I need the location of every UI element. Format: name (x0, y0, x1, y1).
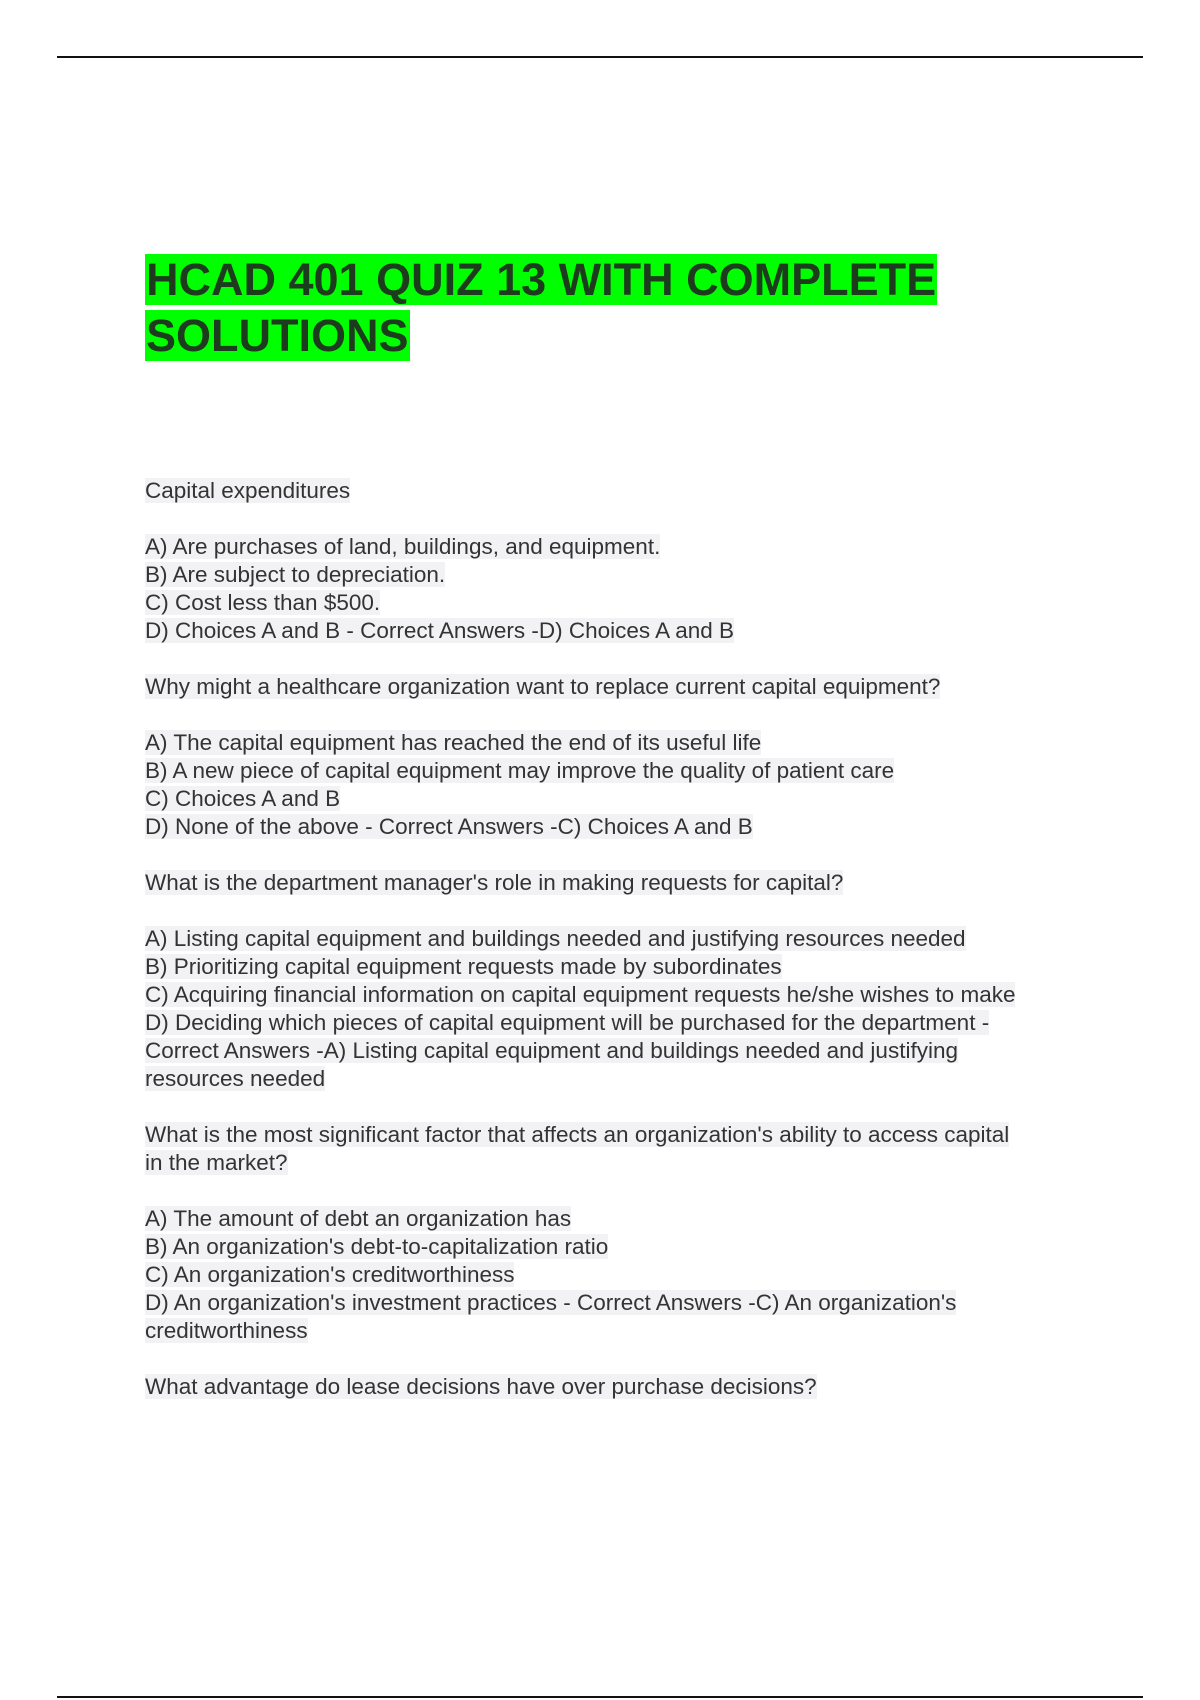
answer-line: A) Are purchases of land, buildings, and equipment. (145, 534, 661, 559)
question-text: in the market? (145, 1150, 288, 1175)
question-2-prompt (145, 673, 1085, 701)
answer-line: B) Prioritizing capital equipment requests made by subordinates (145, 954, 782, 979)
question-text: What advantage do lease decisions have over purchase decisions? (145, 1374, 817, 1399)
answer-line: B) Are subject to depreciation. (145, 562, 446, 587)
question-text: What is the department manager's role in making requests for capital? (145, 870, 844, 895)
answer-line: C) An organization's creditworthiness (145, 1262, 515, 1287)
answer-line: D) Deciding which pieces of capital equipment will be purchased for the department - (145, 1010, 990, 1035)
question-4-answers (145, 1205, 1085, 1345)
question-text: What is the most significant factor that affects an organization's ability to access capital (145, 1122, 1010, 1147)
question-4-prompt (145, 1121, 1085, 1177)
answer-line: C) Choices A and B (145, 786, 341, 811)
title-line-2: SOLUTIONS (146, 310, 409, 361)
footer-rule (57, 1696, 1143, 1698)
question-2-answers (145, 729, 1085, 841)
answer-line: B) An organization's debt-to-capitalization ratio (145, 1234, 609, 1259)
answer-line: resources needed (145, 1066, 326, 1091)
question-3-prompt (145, 869, 1085, 897)
question-1-prompt (145, 477, 1085, 505)
title-line-1: HCAD 401 QUIZ 13 WITH COMPLETE (146, 254, 937, 305)
quiz-content (145, 477, 1085, 1429)
answer-line: C) Cost less than $500. (145, 590, 381, 615)
question-text: Why might a healthcare organization want to replace current capital equipment? (145, 674, 941, 699)
question-text: Capital expenditures (145, 478, 351, 503)
answer-line: A) The amount of debt an organization has (145, 1206, 572, 1231)
answer-line: A) The capital equipment has reached the end of its useful life (145, 730, 762, 755)
header-rule (57, 56, 1143, 58)
answer-line: D) None of the above - Correct Answers -C) Choices A and B (145, 814, 753, 839)
answer-line: B) A new piece of capital equipment may improve the quality of patient care (145, 758, 895, 783)
answer-line: C) Acquiring financial information on capital equipment requests he/she wishes to make (145, 982, 1016, 1007)
answer-line: D) Choices A and B - Correct Answers -D) Choices A and B (145, 618, 734, 643)
answer-line: A) Listing capital equipment and buildings needed and justifying resources needed (145, 926, 966, 951)
question-1-answers (145, 533, 1085, 645)
question-3-answers (145, 925, 1085, 1093)
answer-line: D) An organization's investment practices - Correct Answers -C) An organization's (145, 1290, 957, 1315)
answer-line: creditworthiness (145, 1318, 308, 1343)
question-5-prompt (145, 1373, 1085, 1401)
answer-line: Correct Answers -A) Listing capital equipment and buildings needed and justifying (145, 1038, 958, 1063)
document-title (145, 252, 1045, 364)
